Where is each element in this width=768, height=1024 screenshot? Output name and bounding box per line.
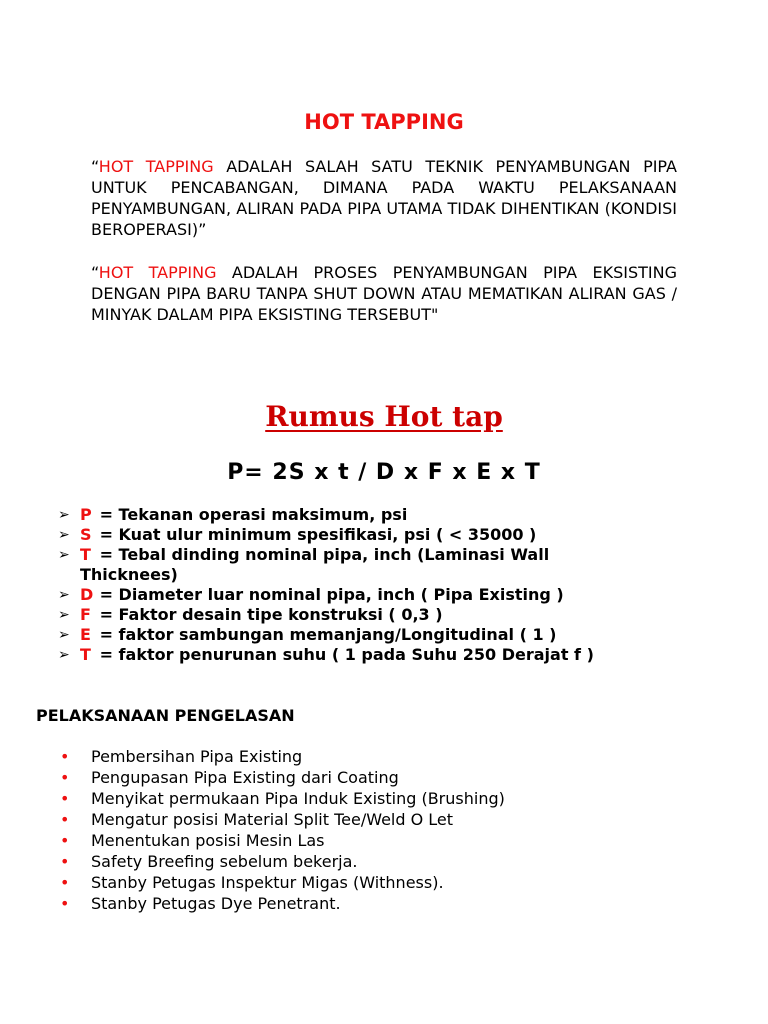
arrow-bullet-icon: ➢: [58, 527, 70, 543]
variable-symbol: S: [80, 525, 92, 544]
procedure-text: Stanby Petugas Dye Penetrant.: [91, 894, 341, 913]
procedure-text: Menyikat permukaan Pipa Induk Existing (Brushing): [91, 789, 505, 808]
variable-description: = Tebal dinding nominal pipa, inch (Laminasi Wall: [99, 545, 550, 564]
definition-paragraph-2: [91, 262, 677, 325]
variable-description: = faktor penurunan suhu ( 1 pada Suhu 250 Derajat f ): [99, 645, 594, 664]
procedure-text: Safety Breefing sebelum bekerja.: [91, 852, 358, 871]
definition-paragraph-1: [91, 156, 677, 240]
variable-list: [58, 505, 708, 665]
red-dot-bullet-icon: •: [60, 894, 70, 913]
variable-symbol: T: [80, 545, 91, 564]
red-dot-bullet-icon: •: [60, 747, 70, 766]
arrow-bullet-icon: ➢: [58, 607, 70, 623]
formula-heading: Rumus Hot tap: [265, 400, 503, 433]
variable-item: [58, 545, 708, 585]
variable-symbol: E: [80, 625, 91, 644]
open-quote: “: [91, 263, 99, 282]
variable-description: = Faktor desain tipe konstruksi ( 0,3 ): [99, 605, 443, 624]
red-dot-bullet-icon: •: [60, 852, 70, 871]
procedure-item: [60, 746, 710, 767]
procedure-text: Pengupasan Pipa Existing dari Coating: [91, 768, 399, 787]
variable-item: [58, 525, 708, 545]
arrow-bullet-icon: ➢: [58, 627, 70, 643]
variable-item: [58, 585, 708, 605]
procedure-item: [60, 851, 710, 872]
procedure-item: [60, 872, 710, 893]
red-dot-bullet-icon: •: [60, 873, 70, 892]
section-heading: PELAKSANAAN PENGELASAN: [36, 706, 295, 725]
variable-item: [58, 505, 708, 525]
variable-description: = Diameter luar nominal pipa, inch ( Pipa Existing ): [99, 585, 564, 604]
variable-description: = Tekanan operasi maksimum, psi: [99, 505, 408, 524]
variable-description: = faktor sambungan memanjang/Longitudinal ( 1 ): [99, 625, 557, 644]
definition-text: ADALAH PROSES PENYAMBUNGAN PIPA EKSISTING DENGAN PIPA BARU TANPA SHUT DOWN ATAU MEMATIKAN ALIRAN GAS / MINYAK DALAM PIPA EKSISTING TERSEBUT": [91, 263, 677, 324]
arrow-bullet-icon: ➢: [58, 647, 70, 663]
open-quote: “: [91, 157, 99, 176]
procedure-text: Stanby Petugas Inspektur Migas (Withness).: [91, 873, 444, 892]
procedure-text: Mengatur posisi Material Split Tee/Weld O Let: [91, 810, 454, 829]
variable-item: [58, 605, 708, 625]
procedure-list: [60, 746, 710, 914]
page-title: HOT TAPPING: [304, 110, 464, 134]
procedure-item: [60, 788, 710, 809]
red-dot-bullet-icon: •: [60, 831, 70, 850]
arrow-bullet-icon: ➢: [58, 587, 70, 603]
variable-symbol: P: [80, 505, 92, 524]
procedure-item: [60, 809, 710, 830]
variable-symbol: F: [80, 605, 91, 624]
procedure-text: Menentukan posisi Mesin Las: [91, 831, 325, 850]
term-highlight: HOT TAPPING: [98, 157, 214, 176]
procedure-item: [60, 893, 710, 914]
variable-symbol: T: [80, 645, 91, 664]
arrow-bullet-icon: ➢: [58, 507, 70, 523]
variable-item: [58, 645, 708, 665]
formula: P= 2S x t / D x F x E x T: [227, 460, 541, 485]
term-highlight: HOT TAPPING: [98, 263, 217, 282]
definition-text: ADALAH SALAH SATU TEKNIK PENYAMBUNGAN PIPA UNTUK PENCABANGAN, DIMANA PADA WAKTU PELAKSANAAN PENYAMBUNGAN, ALIRAN PADA PIPA UTAMA TIDAK DIHENTIKAN (KONDISI BEROPERASI)”: [91, 157, 677, 239]
procedure-text: Pembersihan Pipa Existing: [91, 747, 303, 766]
red-dot-bullet-icon: •: [60, 768, 70, 787]
red-dot-bullet-icon: •: [60, 810, 70, 829]
variable-item: [58, 625, 708, 645]
red-dot-bullet-icon: •: [60, 789, 70, 808]
arrow-bullet-icon: ➢: [58, 547, 70, 563]
variable-description: = Kuat ulur minimum spesifikasi, psi ( < 35000 ): [99, 525, 537, 544]
variable-symbol: D: [80, 585, 94, 604]
variable-description-continued: Thicknees): [80, 565, 178, 584]
procedure-item: [60, 767, 710, 788]
procedure-item: [60, 830, 710, 851]
